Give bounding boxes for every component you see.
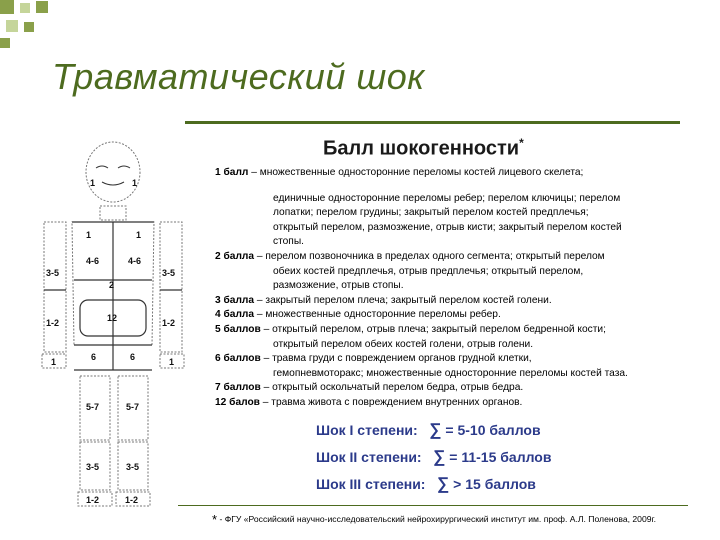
- score-entry: [215, 294, 705, 309]
- footnote-text: - ФГУ «Российский научно-исследовательский нейрохирургический институт им. проф. А.Л. Поленова, 2009г.: [219, 514, 656, 524]
- footnote-mark: *: [212, 512, 218, 527]
- sigma-icon: ∑: [433, 447, 446, 466]
- score-value: 12 балов: [215, 396, 260, 408]
- label-arm-lower-left: 1-2: [46, 318, 60, 328]
- shock-levels: [316, 420, 551, 501]
- label-pelvis-left: 6: [91, 352, 97, 362]
- shock-level-row: [316, 447, 551, 474]
- label-chest-low-right: 4-6: [128, 256, 142, 266]
- decor-square-4: [6, 20, 18, 32]
- shock-level-value: = 11-15 баллов: [449, 449, 552, 465]
- score-description: – множественные односторонние переломы костей лицевого скелета;: [251, 167, 584, 178]
- shock-level-label: Шок I степени:: [316, 422, 418, 438]
- slide-title: Травматический шок: [52, 56, 425, 97]
- footnote: [212, 512, 656, 527]
- label-chest-right: 1: [136, 230, 142, 240]
- score-value: 4 балла: [215, 309, 255, 321]
- score-description: – травма живота с повреждением внутренних органов.: [262, 396, 523, 408]
- label-foot-left: 1-2: [86, 495, 100, 505]
- subtitle: [323, 136, 524, 161]
- score-continuation: открытый перелом обеих костей голени, отрыв голени.: [273, 338, 534, 350]
- score-continuation: размозжение, отрыв стопы.: [273, 280, 404, 292]
- score-entry: [215, 323, 705, 338]
- label-arm-upper-right: 3-5: [162, 268, 176, 278]
- label-spine: 2: [109, 280, 115, 290]
- subtitle-text: Балл шокогенности: [323, 137, 520, 160]
- score-description: – открытый перелом, отрыв плеча; закрытый перелом бедренной кости;: [263, 323, 606, 335]
- score-entry: [215, 352, 705, 367]
- score-value: 2 балла: [215, 250, 255, 262]
- score-entry: [215, 166, 705, 181]
- figure-arm-left: [44, 222, 66, 352]
- decor-square-3: [36, 1, 48, 13]
- shock-level-value: = 5-10 баллов: [445, 422, 541, 438]
- label-thigh-right: 5-7: [126, 402, 140, 412]
- title-rule: [185, 121, 680, 124]
- label-abdomen: 12: [107, 313, 118, 323]
- decor-square-2: [20, 3, 30, 13]
- score-continuation: обеих костей предплечья, отрыв предплечья; открытый перелом,: [273, 265, 584, 277]
- decor-square-5: [24, 22, 34, 32]
- figure-arm-right: [160, 222, 182, 352]
- shock-level-row: [316, 474, 551, 501]
- score-continuation: стопы.: [273, 236, 304, 248]
- footnote-rule: [178, 505, 688, 506]
- score-value: 6 баллов: [215, 353, 261, 365]
- score-continuation: лопатки; перелом грудины; закрытый перелом костей предплечья;: [273, 207, 589, 219]
- label-shin-right: 3-5: [126, 462, 140, 472]
- score-continuation: единичные односторонние переломы ребер; перелом ключицы; перелом: [273, 192, 621, 204]
- score-description: – перелом позвоночника в пределах одного сегмента; открытый перелом: [256, 250, 605, 262]
- label-shin-left: 3-5: [86, 462, 100, 472]
- label-thigh-left: 5-7: [86, 402, 100, 412]
- score-continuation: гемопневмоторакс; множественные односторонние переломы костей таза.: [273, 367, 628, 379]
- score-value: 3 балла: [215, 294, 255, 306]
- score-value: 5 баллов: [215, 323, 261, 335]
- decor-square-6: [0, 38, 10, 48]
- sigma-icon: ∑: [437, 474, 450, 493]
- body-figure: [38, 140, 188, 510]
- score-entry: [215, 250, 705, 265]
- score-entry: [215, 381, 705, 396]
- label-hand-left: 1: [51, 357, 57, 367]
- figure-head: [86, 142, 140, 202]
- figure-neck: [100, 206, 126, 220]
- shock-level-value: > 15 баллов: [453, 476, 536, 492]
- label-head-right: 1: [132, 178, 138, 188]
- shock-level-label: Шок II степени:: [316, 449, 422, 465]
- shock-level-label: Шок III степени:: [316, 476, 426, 492]
- score-list: [215, 166, 705, 411]
- shock-level-row: [316, 420, 551, 447]
- label-foot-right: 1-2: [125, 495, 139, 505]
- label-head-left: 1: [90, 178, 96, 188]
- score-value: 1 балл: [215, 167, 249, 178]
- score-description: – закрытый перелом плеча; закрытый перелом костей голени.: [256, 294, 552, 306]
- label-chest-left: 1: [86, 230, 92, 240]
- score-entry: [215, 308, 705, 323]
- label-hand-right: 1: [169, 357, 175, 367]
- label-arm-upper-left: 3-5: [46, 268, 60, 278]
- sigma-icon: ∑: [429, 420, 442, 439]
- label-pelvis-right: 6: [130, 352, 136, 362]
- score-entry: [215, 396, 705, 411]
- label-arm-lower-right: 1-2: [162, 318, 176, 328]
- score-value: 7 баллов: [215, 382, 261, 394]
- score-continuation: открытый перелом, размозжение, отрыв кисти; закрытый перелом костей: [273, 221, 622, 233]
- score-description: – множественные односторонние переломы ребер.: [256, 309, 501, 321]
- score-description: – открытый оскольчатый перелом бедра, отрыв бедра.: [263, 382, 524, 394]
- label-chest-low-left: 4-6: [86, 256, 100, 266]
- subtitle-mark: *: [519, 136, 524, 150]
- score-description: – травма груди с повреждением органов грудной клетки,: [263, 353, 532, 365]
- decor-square-1: [0, 0, 14, 14]
